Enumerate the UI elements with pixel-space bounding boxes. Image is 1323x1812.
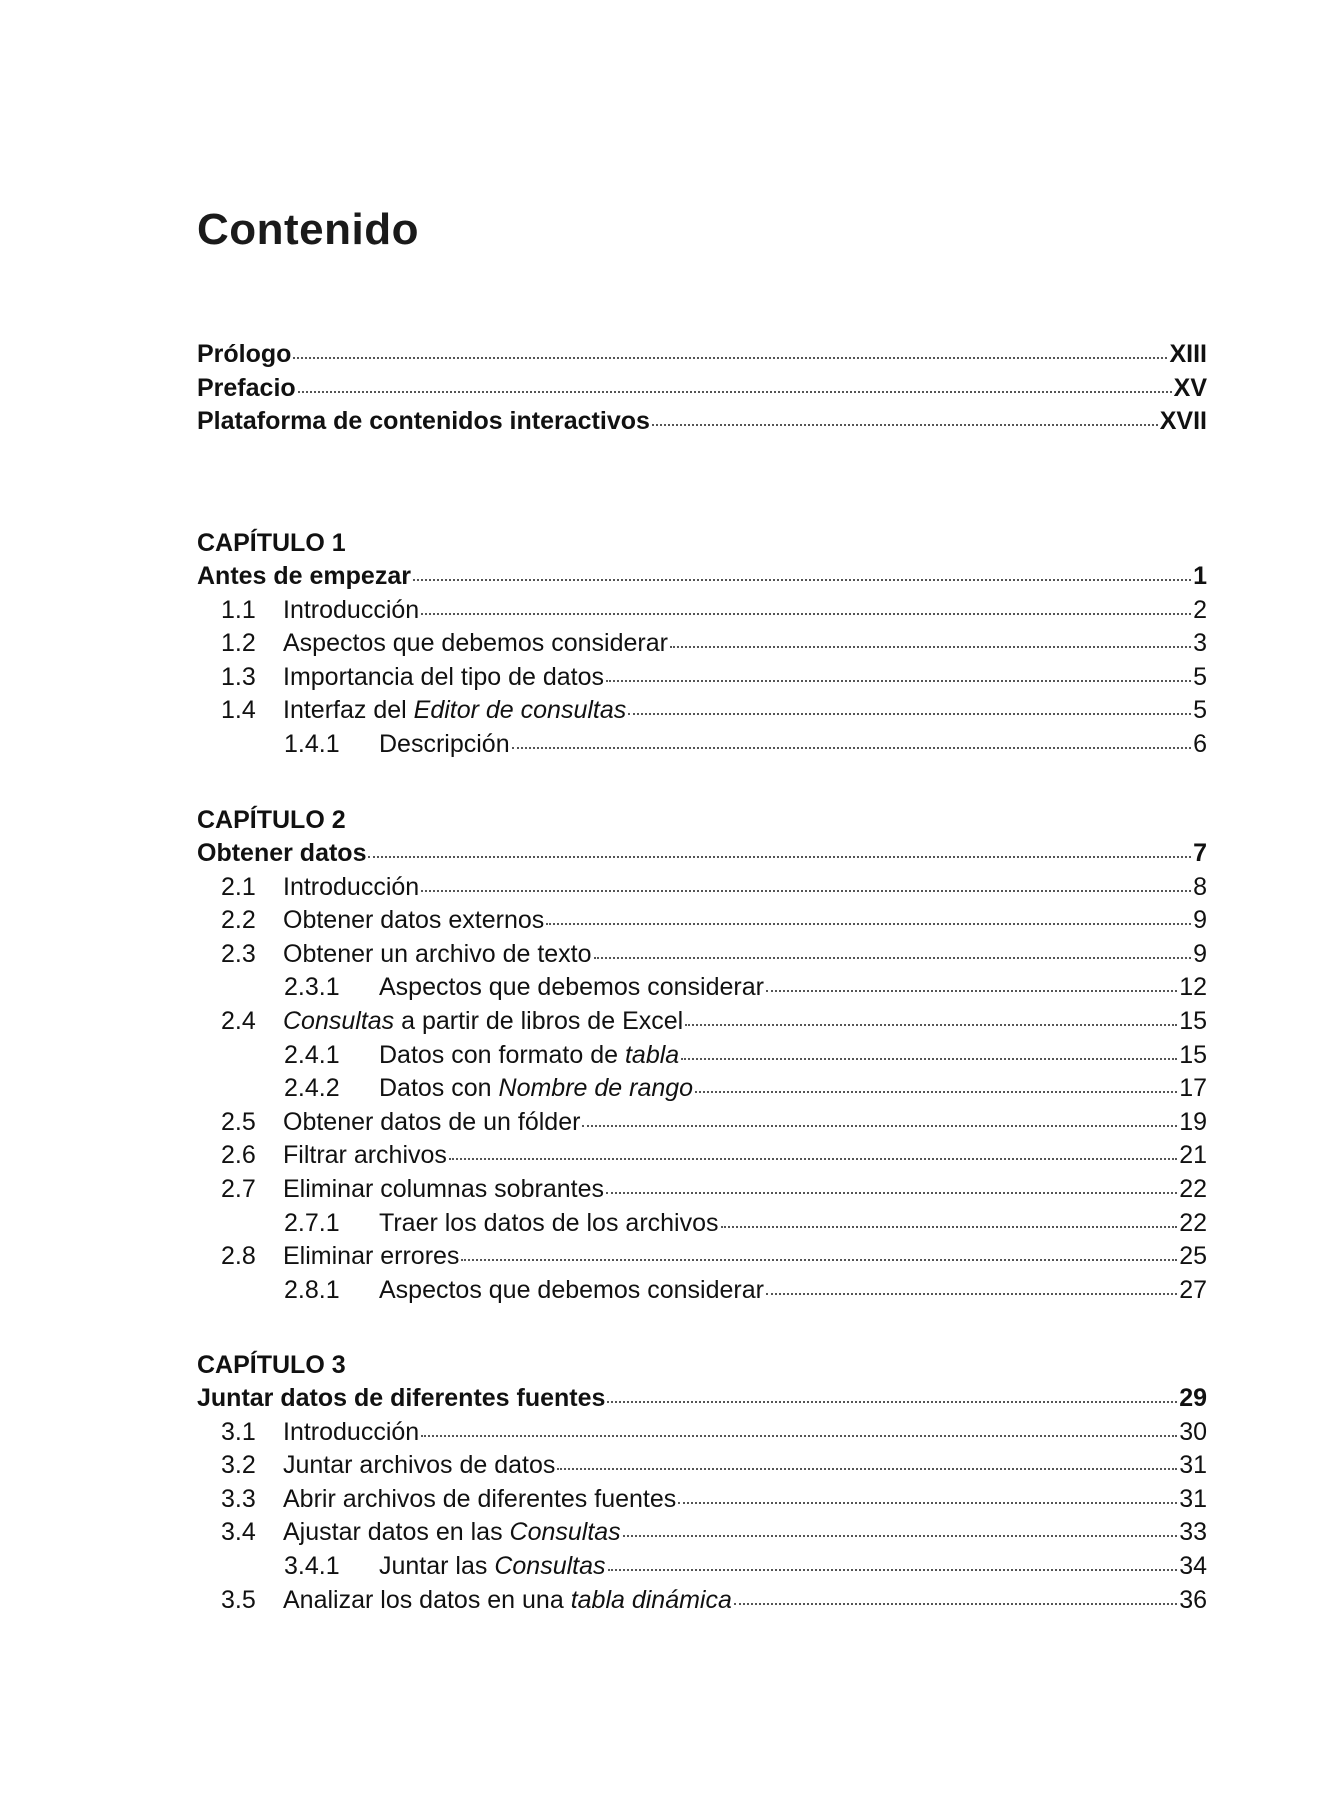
chapter-label: CAPÍTULO 3 (197, 1351, 346, 1379)
dot-leader (606, 680, 1191, 682)
chapter-title-entry[interactable] (197, 560, 1207, 594)
toc-entry-page: 5 (1193, 696, 1207, 725)
toc-entry-title-italic: Consultas (283, 1006, 395, 1035)
toc-entry[interactable] (197, 1416, 1207, 1450)
toc-entry-number: 2.3 (221, 939, 256, 968)
toc-entry-title: Traer los datos de los archivos (379, 1208, 719, 1237)
toc-entry-page: XVII (1159, 407, 1207, 436)
toc-entry[interactable] (197, 1106, 1207, 1140)
toc-entry-title: Prefacio (197, 373, 296, 402)
page-title: Contenido (197, 205, 420, 254)
toc-entry-page: 3 (1193, 629, 1207, 658)
toc-entry-page: 9 (1193, 906, 1207, 935)
toc-entry-title-italic: tabla dinámica (570, 1585, 732, 1614)
toc-entry-page: 19 (1179, 1107, 1207, 1136)
toc-entry-page: 31 (1179, 1484, 1207, 1513)
toc-entry-title-italic: tabla (624, 1040, 680, 1069)
toc-entry-page: 34 (1179, 1551, 1207, 1580)
toc-entry-title: Importancia del tipo de datos (283, 662, 605, 691)
toc-entry-page: 5 (1193, 662, 1207, 691)
toc-entry-title: Juntar datos de diferentes fuentes (197, 1384, 606, 1412)
toc-entry-number: 2.4 (221, 1006, 256, 1035)
toc-entry-title: Descripción (379, 729, 510, 758)
toc-entry-number: 2.3.1 (284, 973, 340, 1002)
dot-leader (678, 1502, 1177, 1504)
toc-entry[interactable] (197, 871, 1207, 905)
toc-entry-title (283, 1005, 683, 1039)
toc-entry-page: 8 (1193, 872, 1207, 901)
toc-entry-title: Filtrar archivos (283, 1141, 447, 1170)
toc-entry-number: 2.2 (221, 906, 256, 935)
toc-entry-page: 22 (1179, 1208, 1207, 1237)
toc-entry[interactable] (197, 1072, 1207, 1106)
toc-entry-page: 22 (1179, 1174, 1207, 1203)
chapter-2-block (197, 803, 1207, 1307)
toc-entry-number: 2.4.2 (284, 1074, 340, 1103)
toc-entry[interactable] (197, 1173, 1207, 1207)
toc-entry[interactable] (197, 1005, 1207, 1039)
toc-entry-number: 2.8.1 (284, 1275, 340, 1304)
toc-entry-number: 2.6 (221, 1141, 256, 1170)
dot-leader (546, 923, 1191, 925)
toc-entry-page: 31 (1179, 1451, 1207, 1480)
toc-entry[interactable] (197, 904, 1207, 938)
dot-leader (766, 1293, 1177, 1295)
dot-leader (421, 890, 1191, 892)
toc-entry-title (379, 1550, 606, 1584)
toc-entry-page: 15 (1179, 1006, 1207, 1035)
toc-entry-title (379, 1072, 693, 1106)
toc-entry-title-text: Datos con formato de (379, 1040, 625, 1069)
chapter-label: CAPÍTULO 1 (197, 529, 346, 557)
dot-leader (421, 1435, 1177, 1437)
toc-entry-page: 15 (1179, 1040, 1207, 1069)
toc-entry-number: 2.8 (221, 1242, 256, 1271)
toc-entry-page: 1 (1193, 562, 1207, 590)
toc-entry-page: 29 (1179, 1384, 1207, 1412)
toc-entry-number: 1.2 (221, 629, 256, 658)
toc-entry-page: 21 (1179, 1141, 1207, 1170)
toc-entry-title: Eliminar columnas sobrantes (283, 1174, 604, 1203)
toc-entry-title: Juntar archivos de datos (283, 1451, 556, 1480)
toc-entry-number: 3.4 (221, 1518, 256, 1547)
dot-leader (557, 1468, 1177, 1470)
front-matter-list (197, 338, 1207, 439)
toc-entry-page: 27 (1179, 1275, 1207, 1304)
toc-entry[interactable] (197, 1483, 1207, 1517)
toc-entry-title-text: Datos con (379, 1074, 499, 1103)
dot-leader (293, 357, 1167, 359)
dot-leader (449, 1158, 1177, 1160)
toc-entry-number: 2.1 (221, 872, 256, 901)
dot-leader (681, 1058, 1177, 1060)
dot-leader (628, 713, 1191, 715)
dot-leader (695, 1091, 1177, 1093)
toc-entry-number: 1.4 (221, 696, 256, 725)
toc-entry-number: 3.2 (221, 1451, 256, 1480)
toc-entry[interactable] (197, 1584, 1207, 1618)
dot-leader (607, 1401, 1177, 1403)
dot-leader (652, 424, 1158, 426)
toc-entry-title (283, 1584, 732, 1618)
toc-entry-page: 9 (1193, 939, 1207, 968)
toc-entry-title: Eliminar errores (283, 1242, 460, 1271)
toc-entry[interactable] (197, 1039, 1207, 1073)
toc-entry-title: Obtener un archivo de texto (283, 939, 592, 968)
toc-entry[interactable] (197, 1139, 1207, 1173)
toc-entry-number: 1.3 (221, 662, 256, 691)
toc-entry-title (283, 694, 626, 728)
front-matter-entry[interactable] (197, 372, 1207, 406)
dot-leader (413, 579, 1191, 581)
dot-leader (368, 856, 1191, 858)
toc-entry-number: 3.5 (221, 1585, 256, 1614)
toc-entry[interactable] (197, 971, 1207, 1005)
toc-entry-title: Obtener datos (197, 839, 367, 867)
toc-entry-number: 2.5 (221, 1107, 256, 1136)
toc-entry-title: Introducción (283, 1417, 420, 1446)
toc-entry[interactable] (197, 694, 1207, 728)
dot-leader (721, 1226, 1178, 1228)
toc-entry[interactable] (197, 938, 1207, 972)
toc-entry[interactable] (197, 1207, 1207, 1241)
dot-leader (421, 613, 1191, 615)
toc-entry-page: 33 (1179, 1518, 1207, 1547)
toc-entry-number: 1.4.1 (284, 729, 340, 758)
toc-entry-page: 7 (1193, 839, 1207, 867)
dot-leader (582, 1125, 1177, 1127)
toc-entry-title: Aspectos que debemos considerar (283, 629, 668, 658)
toc-entry[interactable] (197, 1240, 1207, 1274)
toc-entry-title-italic: Consultas (509, 1518, 621, 1547)
toc-entry[interactable] (197, 627, 1207, 661)
toc-entry-page: XIII (1169, 340, 1207, 368)
toc-entry-number: 3.4.1 (284, 1551, 340, 1580)
chapter-3-block (197, 1348, 1207, 1617)
toc-entry-title-text: a partir de libros de Excel (394, 1006, 684, 1035)
toc-entry-page: XV (1173, 373, 1207, 402)
front-matter-entry[interactable] (197, 338, 1207, 372)
chapter-title-entry[interactable] (197, 837, 1207, 871)
dot-leader (608, 1569, 1178, 1571)
toc-entry[interactable] (197, 1274, 1207, 1308)
toc-entry-title (283, 1516, 621, 1550)
chapter-title-entry[interactable] (197, 1382, 1207, 1416)
toc-entry-page: 6 (1193, 729, 1207, 758)
toc-entry-number: 3.3 (221, 1484, 256, 1513)
toc-entry-title (379, 1039, 679, 1073)
dot-leader (670, 646, 1191, 648)
toc-entry-page: 25 (1179, 1242, 1207, 1271)
toc-entry-title: Antes de empezar (197, 562, 411, 590)
toc-entry-number: 3.1 (221, 1417, 256, 1446)
dot-leader (512, 747, 1191, 749)
dot-leader (685, 1024, 1177, 1026)
toc-entry-title: Aspectos que debemos considerar (379, 1275, 764, 1304)
toc-entry-title-text: Interfaz del (283, 696, 414, 725)
toc-entry-title: Obtener datos externos (283, 906, 545, 935)
dot-leader (734, 1603, 1177, 1605)
front-matter-entry[interactable] (197, 405, 1207, 439)
toc-entry-title: Plataforma de contenidos interactivos (197, 407, 650, 436)
toc-entry-title: Aspectos que debemos considerar (379, 973, 764, 1002)
chapter-label: CAPÍTULO 2 (197, 806, 346, 834)
toc-entry[interactable] (197, 1449, 1207, 1483)
toc-entry[interactable] (197, 728, 1207, 762)
toc-entry-title: Prólogo (197, 340, 292, 368)
toc-entry-page: 12 (1179, 973, 1207, 1002)
toc-entry-page: 30 (1179, 1417, 1207, 1446)
toc-entry-number: 2.7 (221, 1174, 256, 1203)
toc-entry-number: 2.4.1 (284, 1040, 340, 1069)
toc-entry-title: Introducción (283, 872, 420, 901)
dot-leader (298, 391, 1172, 393)
dot-leader (766, 990, 1177, 992)
toc-entry-page: 17 (1179, 1074, 1207, 1103)
toc-entry-title-italic: Nombre de rango (498, 1074, 694, 1103)
toc-entry-title: Obtener datos de un fólder (283, 1107, 581, 1136)
toc-entry-title-text: Analizar los datos en una (283, 1585, 571, 1614)
toc-entry-page: 2 (1193, 595, 1207, 624)
dot-leader (606, 1192, 1177, 1194)
dot-leader (594, 957, 1192, 959)
dot-leader (623, 1535, 1178, 1537)
toc-entry-number: 1.1 (221, 595, 256, 624)
toc-entry[interactable] (197, 1550, 1207, 1584)
toc-entry-title-italic: Consultas (494, 1551, 606, 1580)
dot-leader (461, 1259, 1177, 1261)
toc-entry-title: Abrir archivos de diferentes fuentes (283, 1484, 677, 1513)
toc-entry-title-italic: Editor de consultas (413, 696, 627, 725)
toc-entry[interactable] (197, 661, 1207, 695)
toc-entry[interactable] (197, 594, 1207, 628)
toc-entry[interactable] (197, 1516, 1207, 1550)
toc-entry-number: 2.7.1 (284, 1208, 340, 1237)
toc-entry-title: Introducción (283, 595, 420, 624)
toc-entry-page: 36 (1179, 1585, 1207, 1614)
chapter-1-block (197, 526, 1207, 762)
toc-entry-title-text: Juntar las (379, 1551, 495, 1580)
toc-entry-title-text: Ajustar datos en las (283, 1518, 510, 1547)
